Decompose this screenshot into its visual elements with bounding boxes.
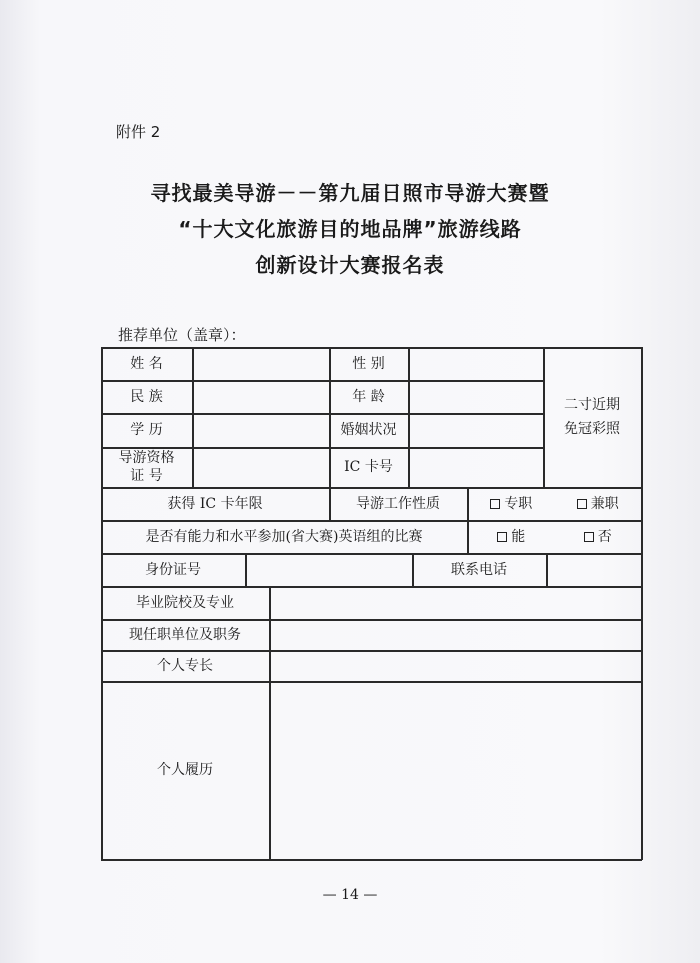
title-line-2: “十大文化旅游目的地品牌”旅游线路: [178, 217, 522, 241]
label-age: 年 龄: [352, 388, 385, 405]
gender-field[interactable]: [409, 347, 543, 380]
title-line-3: 创新设计大赛报名表: [255, 253, 445, 277]
photo-label-line1: 二寸近期: [564, 397, 620, 413]
no-checkbox[interactable]: [584, 532, 594, 542]
education-field[interactable]: [193, 413, 329, 447]
label-name: 姓 名: [130, 355, 163, 372]
no-option[interactable]: 否: [584, 527, 612, 547]
label-id-number: 身份证号: [145, 561, 201, 578]
full-time-checkbox[interactable]: [490, 499, 500, 509]
employer-title-field[interactable]: [270, 619, 641, 650]
label-guide-cert-line1: 导游资格: [118, 450, 175, 466]
page-number: — 14 —: [322, 887, 378, 903]
label-phone: 联系电话: [451, 561, 507, 578]
photo-area[interactable]: [543, 347, 641, 487]
label-ic-years: 获得 IC 卡年限: [167, 495, 263, 512]
photo-label-line2: 免冠彩照: [564, 421, 620, 437]
phone-field[interactable]: [547, 553, 641, 586]
guide-cert-field[interactable]: [193, 447, 329, 487]
label-school-major: 毕业院校及专业: [136, 594, 234, 611]
attachment-label: 附件 2: [116, 123, 161, 141]
marital-status-field[interactable]: [409, 413, 543, 447]
label-employer-title: 现任职单位及职务: [129, 626, 241, 643]
label-specialty: 个人专长: [157, 657, 213, 674]
label-ic-card: IC 卡号: [344, 459, 393, 475]
label-english-question: 是否有能力和水平参加(省大赛)英语组的比赛: [145, 528, 423, 545]
part-time-checkbox[interactable]: [577, 499, 587, 509]
label-work-nature: 导游工作性质: [356, 495, 440, 512]
label-marital-status: 婚姻状况: [340, 422, 397, 438]
ethnicity-field[interactable]: [193, 380, 329, 413]
recommend-unit-label: 推荐单位（盖章）：: [118, 326, 246, 344]
yes-checkbox[interactable]: [497, 532, 507, 542]
part-time-option[interactable]: 兼职: [577, 494, 619, 514]
age-field[interactable]: [409, 380, 543, 413]
registration-form-table: [101, 347, 642, 860]
label-education: 学 历: [130, 422, 163, 438]
school-major-field[interactable]: [270, 586, 641, 619]
label-ethnicity: 民 族: [130, 388, 163, 405]
title-line-1: 寻找最美导游－－第九届日照市导游大赛暨: [150, 181, 550, 205]
resume-field[interactable]: [270, 681, 641, 859]
label-guide-cert: [101, 447, 192, 487]
ic-card-field[interactable]: [409, 447, 543, 487]
full-time-option[interactable]: 专职: [490, 494, 532, 514]
label-guide-cert-line2: 证 号: [130, 468, 163, 484]
yes-option[interactable]: 能: [497, 527, 525, 547]
english-options: [468, 520, 641, 553]
specialty-field[interactable]: [270, 650, 641, 681]
work-nature-options: [468, 487, 641, 520]
name-field[interactable]: [193, 347, 329, 380]
label-gender: 性 别: [352, 355, 385, 372]
id-number-field[interactable]: [246, 553, 412, 586]
label-resume: 个人履历: [157, 762, 213, 778]
